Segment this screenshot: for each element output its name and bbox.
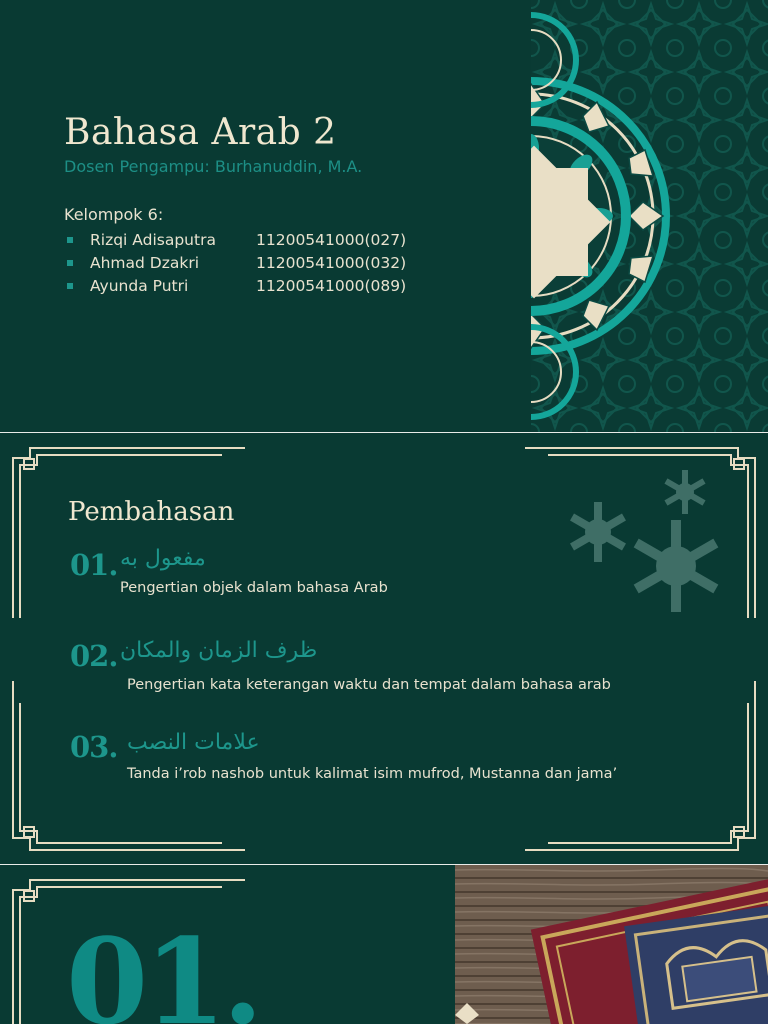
islamic-pattern-panel bbox=[531, 0, 768, 432]
member-nim: 11200541000(089) bbox=[256, 276, 407, 295]
member-name: Ayunda Putri bbox=[90, 276, 189, 295]
group-label: Kelompok 6: bbox=[64, 205, 164, 224]
bullet-icon bbox=[67, 260, 73, 266]
member-nim: 11200541000(027) bbox=[256, 230, 407, 249]
snowflake-ornament-icon bbox=[570, 470, 718, 612]
member-item bbox=[64, 251, 406, 274]
section-title: Pembahasan bbox=[68, 497, 235, 527]
member-item bbox=[64, 274, 406, 297]
books-image-icon bbox=[455, 865, 768, 1024]
agenda-description: Tanda i’rob nashob untuk kalimat isim mufrod, Mustanna dan jama’ bbox=[127, 766, 618, 782]
mandala-ornament-icon bbox=[531, 0, 768, 432]
member-nim: 11200541000(032) bbox=[256, 253, 407, 272]
agenda-description: Pengertian kata keterangan waktu dan tempat dalam bahasa arab bbox=[127, 677, 611, 693]
member-list bbox=[64, 228, 406, 297]
agenda-number: 01. bbox=[70, 548, 118, 582]
agenda-number: 02. bbox=[70, 639, 118, 673]
agenda-description: Pengertian objek dalam bahasa Arab bbox=[120, 580, 388, 596]
lecturer-subtitle: Dosen Pengampu: Burhanuddin, M.A. bbox=[64, 157, 363, 176]
agenda-arabic-title: مفعول به bbox=[120, 546, 206, 571]
section-number: 01. bbox=[66, 912, 260, 1024]
bullet-icon bbox=[67, 237, 73, 243]
bullet-icon bbox=[67, 283, 73, 289]
quran-books-photo bbox=[455, 865, 768, 1024]
presentation-title: Bahasa Arab 2 bbox=[64, 112, 337, 153]
agenda-arabic-title: ظرف الزمان والمكان bbox=[120, 638, 318, 663]
agenda-arabic-title: علامات النصب bbox=[127, 730, 260, 755]
member-name: Rizqi Adisaputra bbox=[90, 230, 216, 249]
slide-title bbox=[0, 0, 768, 432]
member-name: Ahmad Dzakri bbox=[90, 253, 200, 272]
slide-section-01 bbox=[0, 865, 768, 1024]
slide-agenda bbox=[0, 433, 768, 864]
member-item bbox=[64, 228, 406, 251]
agenda-number: 03. bbox=[70, 730, 118, 764]
